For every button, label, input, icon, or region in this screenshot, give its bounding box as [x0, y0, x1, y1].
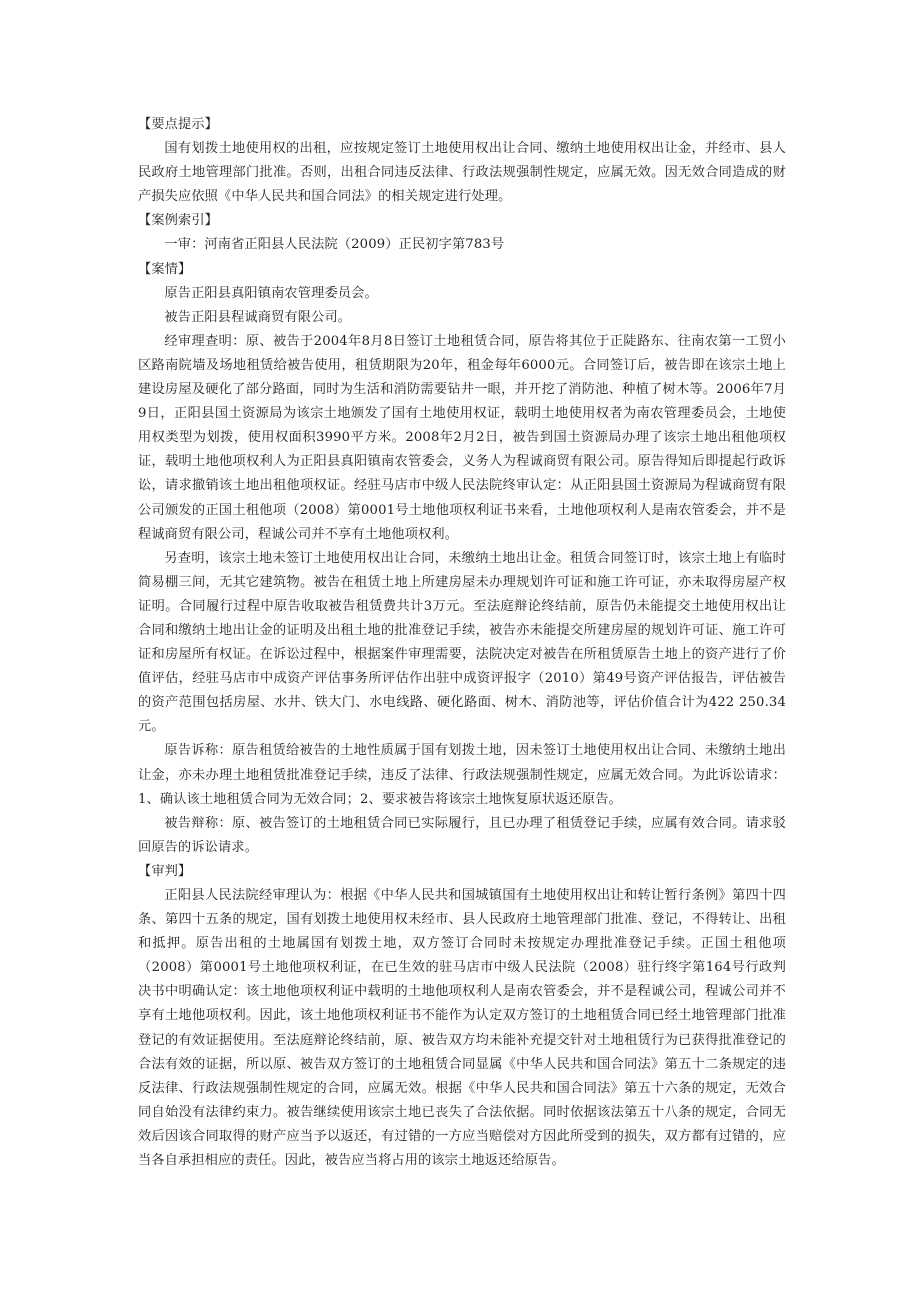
section-case-facts — [138, 258, 786, 860]
paragraph-defendant: 被告正阳县程诚商贸有限公司。 — [164, 309, 352, 325]
section-judgment — [138, 860, 786, 1173]
heading-judgment: 【审判】 — [138, 863, 192, 879]
paragraph-case-number: 一审：河南省正阳县人民法院（2009）正民初字第783号 — [164, 237, 505, 253]
paragraph-defendant-defense: 被告辩称：原、被告签订的土地租赁合同已实际履行，且已办理了租赁登记手续，应属有效合同。请求驳回原告的诉讼请求。 — [138, 815, 786, 855]
heading-case-facts: 【案情】 — [138, 261, 192, 277]
paragraph-court-reasoning: 正阳县人民法院经审理认为：根据《中华人民共和国城镇国有土地使用权出让和转让暂行条例》第四十四条、第四十五条的规定，国有划拨土地使用权未经市、县人民政府土地管理部门批准、登记，不得转让、出租和抵押。原告出租的土地属国有划拨土地，双方签订合同时未按规定办理批准登记手续。正国土租他项（2008）第0001号土地他项权利证，在已生效的驻马店市中级人民法院（2008）驻行终字第164号行政判决书中明确认定：该土地他项权利证中载明的土地他项权利人是南农管委会，并不是程诚公司，程诚公司并不享有土地他项权利。因此，该土地他项权利证书不能作为认定双方签订的土地租赁合同已经土地管理部门批准登记的有效证据使用。至法庭辩论终结前，原、被告双方均未能补充提交针对土地租赁行为已获得批准登记的合法有效的证据，所以原、被告双方签订的土地租赁合同显属《中华人民共和国合同法》第五十二条规定的违反法律、行政法规强制性规定的合同，应属无效。根据《中华人民共和国合同法》第五十六条的规定，无效合同自始没有法律约束力。被告继续使用该宗土地已丧失了合法依据。同时依据该法第五十八条的规定，合同无效后因该合同取得的财产应当予以返还，有过错的一方应当赔偿对方因此所受到的损失，双方都有过错的，应当各自承担相应的责任。因此，被告应当将占用的该宗土地返还给原告。 — [138, 888, 786, 1169]
heading-key-points: 【要点提示】 — [138, 117, 219, 132]
document-page — [138, 113, 786, 1173]
paragraph-plaintiff-claims: 原告诉称：原告租赁给被告的土地性质属于国有划拨土地，因未签订土地使用权出让合同、未缴纳土地出让金，亦未办理土地租赁批准登记手续，违反了法律、行政法规强制性规定，应属无效合同。为此诉讼请求：1、确认该土地租赁合同为无效合同；2、要求被告将该宗土地恢复原状返还原告。 — [138, 743, 786, 807]
section-case-index — [138, 209, 786, 257]
paragraph-key-points: 国有划拨土地使用权的出租，应按规定签订土地使用权出让合同、缴纳土地使用权出让金，并经市、县人民政府土地管理部门批准。否则，出租合同违反法律、行政法规强制性规定，应属无效。因无效合同造成的财产损失应依照《中华人民共和国合同法》的相关规定进行处理。 — [138, 141, 786, 205]
paragraph-further-findings: 另查明，该宗土地未签订土地使用权出让合同，未缴纳土地出让金。租赁合同签订时，该宗土地上有临时简易棚三间，无其它建筑物。被告在租赁土地上所建房屋未办理规划许可证和施工许可证，亦未取得房屋产权证明。合同履行过程中原告收取被告租赁费共计3万元。至法庭辩论终结前，原告仍未能提交土地使用权出让合同和缴纳土地出让金的证明及出租土地的批准登记手续，被告亦未能提交所建房屋的规划许可证、施工许可证和房屋所有权证。在诉讼过程中，根据案件审理需要，法院决定对被告在所租赁原告土地上的资产进行了价值评估，经驻马店市中成资产评估事务所评估作出驻中成资评报字（2010）第49号资产评估报告，评估被告的资产范围包括房屋、水井、铁大门、水电线路、硬化路面、树木、消防池等，评估价值合计为422 250.34元。 — [138, 550, 786, 735]
heading-case-index: 【案例索引】 — [138, 213, 219, 229]
paragraph-plaintiff: 原告正阳县真阳镇南农管理委员会。 — [164, 285, 378, 301]
section-key-points — [138, 113, 786, 209]
paragraph-findings: 经审理查明：原、被告于2004年8月8日签订土地租赁合同，原告将其位于正陡路东、往南农第一工贸小区路南院墙及场地租赁给被告使用，租赁期限为20年，租金每年6000元。合同签订后，被告即在该宗土地上建设房屋及硬化了部分路面，同时为生活和消防需要钻井一眼，并开挖了消防池、种植了树木等。2006年7月9日，正阳县国土资源局为该宗土地颁发了国有土地使用权证，载明土地使用权者为南农管理委员会，土地使用权类型为划拨，使用权面积3990平方米。2008年2月2日，被告到国土资源局办理了该宗土地出租他项权证，载明土地他项权利人为正阳县真阳镇南农管委会，义务人为程诚商贸有限公司。原告得知后即提起行政诉讼，请求撤销该土地出租他项权证。经驻马店市中级人民法院终审认定：从正阳县国土资源局为程诚商贸有限公司颁发的正国土租他项（2008）第0001号土地他项权利证书来看，土地他项权利人是南农管委会，并不是程诚商贸有限公司，程诚公司并不享有土地他项权利。 — [138, 333, 786, 542]
